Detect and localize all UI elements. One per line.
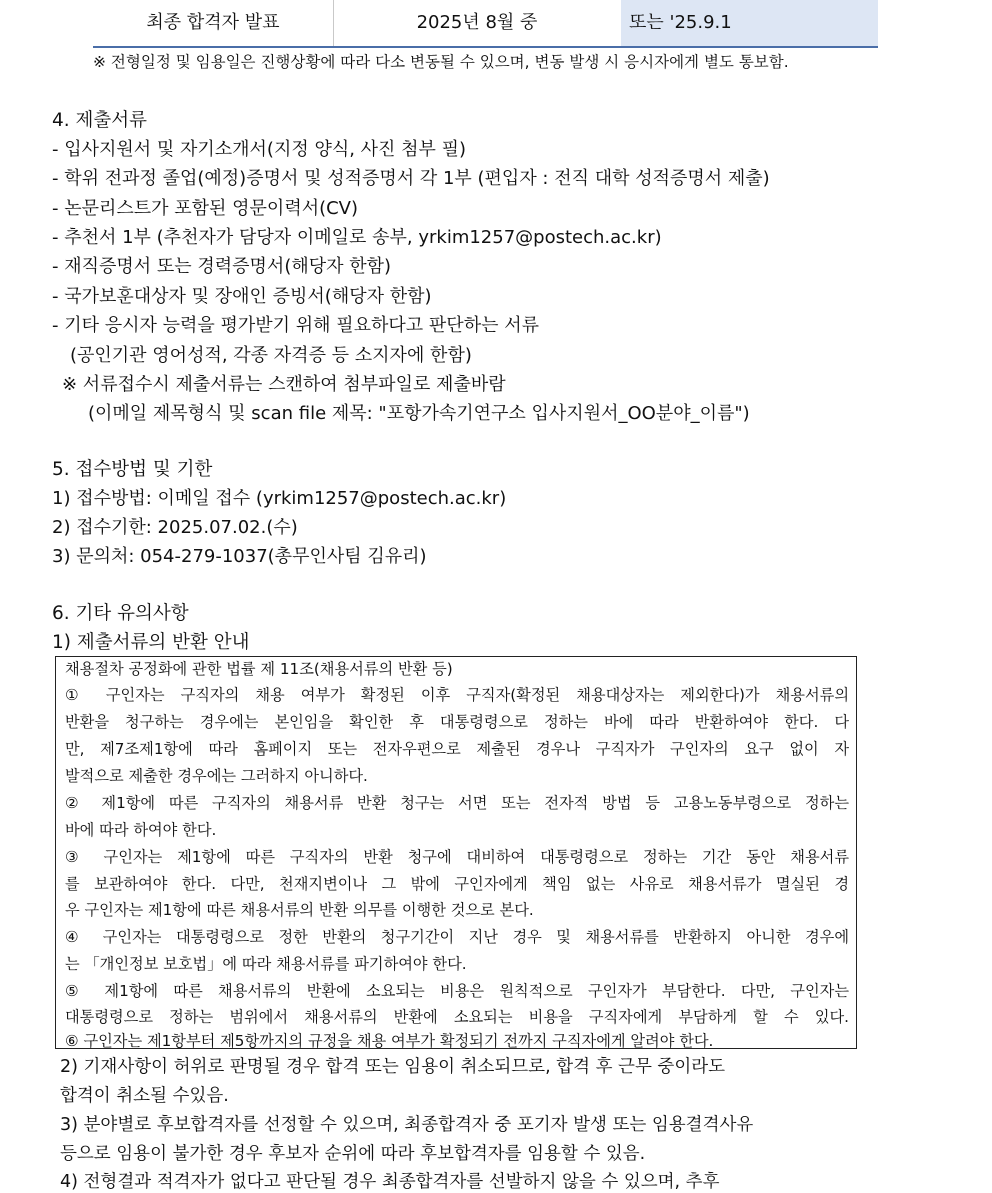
law-box-line: ⑥ 구인자는 제1항부터 제5항까지의 규정을 채용 여부가 확정되기 전까지 구직자에게 알려야 한다. xyxy=(65,1032,714,1050)
section6-item: 3) 분야별로 후보합격자를 선정할 수 있으며, 최종합격자 중 포기자 발생 또는 임용결격사유 xyxy=(60,1115,754,1135)
law-box-line: ③ 구인자는 제1항에 따른 구직자의 반환 청구에 대비하여 대통령령으로 정하는 기간 동안 채용서류 xyxy=(65,848,849,866)
section5-item: 3) 문의처: 054-279-1037(총무인사팀 김유리) xyxy=(52,546,427,567)
section4-note: (이메일 제목형식 및 scan file 제목: "포항가속기연구소 입사지원서_OO분야_이름") xyxy=(88,403,750,424)
law-box-line: ② 제1항에 따른 구직자의 채용서류 반환 청구는 서면 또는 전자적 방법 등 고용노동부령으로 정하는 xyxy=(65,794,849,812)
schedule-table-row xyxy=(93,0,878,48)
law-box-line: 우 구인자는 제1항에 따른 채용서류의 반환 의무를 이행한 것으로 본다. xyxy=(65,901,534,919)
law-box-line: ⑤ 제1항에 따른 채용서류의 반환에 소요되는 비용은 원칙적으로 구인자가 부담한다. 다만, 구인자는 xyxy=(65,982,849,1000)
schedule-alt-date: 또는 '25.9.1 xyxy=(621,0,878,46)
section6-subtitle: 1) 제출서류의 반환 안내 xyxy=(52,632,250,653)
section5-title: 5. 접수방법 및 기한 xyxy=(52,459,213,480)
section4-item: - 학위 전과정 졸업(예정)증명서 및 성적증명서 각 1부 (편입자 : 전직 대학 성적증명서 제출) xyxy=(52,168,770,189)
section4-item: - 재직증명서 또는 경력증명서(해당자 한함) xyxy=(52,256,392,277)
law-box-line: 대통령령으로 정하는 범위에서 채용서류의 반환에 소요되는 비용을 구직자에게 부담하게 할 수 있다. xyxy=(65,1008,849,1026)
section6-item: 4) 전형결과 적격자가 없다고 판단될 경우 최종합격자를 선발하지 않을 수 있으며, 추후 xyxy=(60,1172,720,1192)
law-box-line: 를 보관하여야 한다. 다만, 천재지변이나 그 밖에 구인자에게 책임 없는 사유로 채용서류가 멸실된 경 xyxy=(65,875,849,893)
law-box-heading: 채용절차 공정화에 관한 법률 제 11조(채용서류의 반환 등) xyxy=(65,660,453,678)
section4-item: - 입사지원서 및 자기소개서(지정 양식, 사진 첨부 필) xyxy=(52,139,467,160)
schedule-label: 최종 합격자 발표 xyxy=(93,0,334,46)
law-box-line: ④ 구인자는 대통령령으로 정한 반환의 청구기간이 지난 경우 및 채용서류를 반환하지 아니한 경우에 xyxy=(65,928,849,946)
law-box-line: 반환을 청구하는 경우에는 본인임을 확인한 후 대통령령으로 정하는 바에 따라 반환하여야 한다. 다 xyxy=(65,713,849,731)
law-box-line: 바에 따라 하여야 한다. xyxy=(65,821,217,839)
law-box-line: 발적으로 제출한 경우에는 그러하지 아니하다. xyxy=(65,767,368,785)
section4-item: - 국가보훈대상자 및 장애인 증빙서(해당자 한함) xyxy=(52,286,432,307)
section4-item: (공인기관 영어성적, 각종 자격증 등 소지자에 한함) xyxy=(70,345,472,366)
law-box-line: 만, 제7조제1항에 따라 홈페이지 또는 전자우편으로 제출된 경우나 구직자가 구인자의 요구 없이 자 xyxy=(65,740,849,758)
section6-item: 등으로 임용이 불가한 경우 후보자 순위에 따라 후보합격자를 임용할 수 있음. xyxy=(60,1144,646,1164)
section5-item: 2) 접수기한: 2025.07.02.(수) xyxy=(52,517,298,538)
law-text-box xyxy=(55,656,857,1049)
section4-item: - 논문리스트가 포함된 영문이력서(CV) xyxy=(52,198,359,219)
section6-title: 6. 기타 유의사항 xyxy=(52,603,189,624)
section6-item: 2) 기재사항이 허위로 판명될 경우 합격 또는 임용이 취소되므로, 합격 후 근무 중이라도 xyxy=(60,1057,726,1077)
law-box-line: 는 「개인정보 보호법」에 따라 채용서류를 파기하여야 한다. xyxy=(65,955,467,973)
section6-item: 합격이 취소될 수있음. xyxy=(60,1086,229,1106)
section4-item: - 기타 응시자 능력을 평가받기 위해 필요하다고 판단하는 서류 xyxy=(52,315,539,336)
section4-title: 4. 제출서류 xyxy=(52,110,148,131)
section4-item: - 추천서 1부 (추천자가 담당자 이메일로 송부, yrkim1257@postech.ac.kr) xyxy=(52,227,662,248)
schedule-note: ※ 전형일정 및 임용일은 진행상황에 따라 다소 변동될 수 있으며, 변동 발생 시 응시자에게 별도 통보함. xyxy=(93,53,789,71)
law-box-line: ① 구인자는 구직자의 채용 여부가 확정된 이후 구직자(확정된 채용대상자는 제외한다)가 채용서류의 xyxy=(65,686,849,704)
schedule-period: 2025년 8월 중 xyxy=(333,0,622,46)
section5-item: 1) 접수방법: 이메일 접수 (yrkim1257@postech.ac.kr) xyxy=(52,488,507,509)
section4-note: ※ 서류접수시 제출서류는 스캔하여 첨부파일로 제출바람 xyxy=(62,374,506,395)
